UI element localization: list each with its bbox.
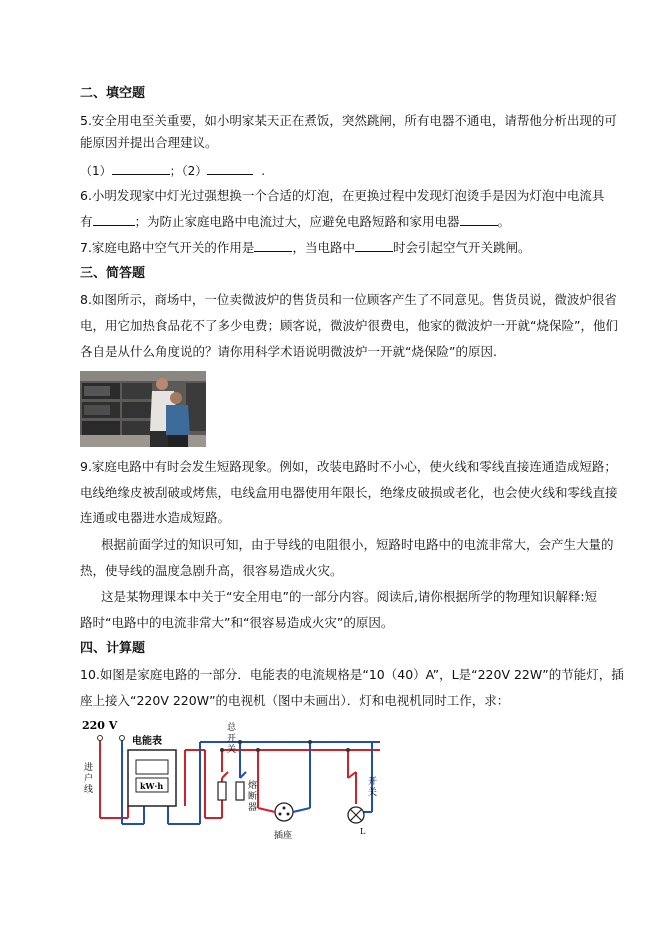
q9-paragraph-2-line-2: 热，使导线的温度急剧升高，很容易造成火灾。 [80, 563, 343, 578]
socket-label: 插座 [274, 831, 293, 841]
main-switch-label-2: 开 [227, 734, 237, 744]
section-heading-calculation: 四、计算题 [80, 641, 146, 656]
q5-answer-1-label: （1） [80, 164, 112, 178]
q9-paragraph-2-line-1: 根据前面学过的知识可知，由于导线的电阻很小，短路时电路中的电流非常大，会产生大量的 [101, 537, 614, 552]
microwave-store-photo [80, 371, 206, 447]
voltage-label: 220 V [82, 720, 118, 732]
energy-meter [128, 750, 176, 806]
incoming-line-label-2: 户 [84, 774, 94, 784]
q6-text-b: ；为防止家庭电路中电流过大，应避免电路短路和家用电器 [134, 214, 460, 229]
fuse-neutral [236, 782, 244, 800]
incoming-line-label-3: 线 [84, 785, 94, 795]
q8-line-2: 电，用它加热食品花不了多少电费；顾客说，微波炉很费电，他家的微波炉一开就“烧保险”，他们 [80, 318, 618, 333]
q10-line-1: 10.如图是家庭电路的一部分．电能表的电流规格是“10（40）A”，L是“220V 22W”的节能灯，插 [80, 667, 624, 682]
q5-blank-1 [112, 162, 170, 175]
q9-paragraph-3-line-1: 这是某物理课本中关于“安全用电”的一部分内容。阅读后,请你根据所学的物理知识解释:短 [101, 589, 598, 604]
q9-paragraph-3-line-2: 路时“电路中的电流非常大”和“很容易造成火灾”的原因。 [80, 615, 394, 630]
q6-text-a: 有 [80, 214, 93, 229]
meter-label: 电能表 [132, 736, 162, 747]
q7-blank-2 [355, 239, 393, 252]
q6-blank-2 [460, 213, 498, 226]
fuse-live [218, 782, 226, 800]
switch-label-2: 关 [368, 788, 378, 798]
lamp-label: L [360, 827, 366, 836]
switch-label-1: 开 [368, 777, 378, 787]
q9-line-2: 电线绝缘皮被刮破或烤焦，电线盒用电器使用年限长，绝缘皮破损或老化，也会使火线和零线直接 [80, 485, 618, 500]
lamp [348, 772, 364, 823]
q5-end-mark: . [261, 164, 266, 178]
meter-unit-label: kW·h [140, 781, 164, 791]
q8-line-1: 8.如图所示，商场中，一位卖微波炉的售货员和一位顾客产生了不同意见。售货员说，微波炉很省 [80, 292, 617, 307]
main-switch-label-1: 总 [227, 723, 237, 733]
q10-line-2: 座上接入“220V 220W”的电视机（图中未画出）．灯和电视机同时工作，求： [80, 693, 510, 708]
photo-illustration [80, 371, 206, 447]
q7-blank-1 [254, 239, 292, 252]
fuse-label-1: 熔 [248, 781, 258, 791]
household-circuit-diagram [80, 720, 390, 849]
fuse-label-2: 断 [248, 792, 258, 802]
q5-answer-2-label: ；（2） [169, 164, 208, 178]
q9-line-1: 9.家庭电路中有时会发生短路现象。例如，改装电路时不小心，使火线和零线直接连通造成短路； [80, 459, 617, 474]
q6-line-2 [80, 213, 510, 230]
q5-blank-2 [207, 162, 253, 175]
q8-line-3: 各自是从什么角度说的？请你用科学术语说明微波炉一开就“烧保险”的原因. [80, 344, 497, 359]
q9-line-3: 连通或电器进水造成短路。 [80, 510, 231, 525]
q7-text-b: ，当电路中 [292, 240, 355, 255]
socket [258, 803, 310, 821]
incoming-line-label-1: 进 [84, 763, 94, 773]
q6-line-1: 6.小明发现家中灯光过强想换一个合适的灯泡，在更换过程中发现灯泡烫手是因为灯泡中电流具 [80, 188, 605, 203]
q5-answer-line [80, 162, 265, 179]
section-heading-short-answer: 三、简答题 [80, 266, 146, 281]
section-heading-fill-in: 二、填空题 [80, 86, 146, 101]
q7-text-a: 7.家庭电路中空气开关的作用是 [80, 240, 255, 255]
main-switch-label-3: 关 [227, 745, 237, 755]
q6-blank-1 [93, 213, 135, 226]
q5-line-1: 5.安全用电至关重要，如小明家某天正在煮饭，突然跳闸，所有电器不通电，请帮他分析出现的可 [80, 113, 617, 128]
q5-line-2: 能原因并提出合理建议。 [80, 135, 218, 150]
q7-text-c: 时会引起空气开关跳闸。 [392, 240, 531, 255]
q6-text-c: 。 [497, 214, 511, 229]
q7-line [80, 239, 530, 256]
fuse-label-3: 器 [248, 803, 258, 813]
